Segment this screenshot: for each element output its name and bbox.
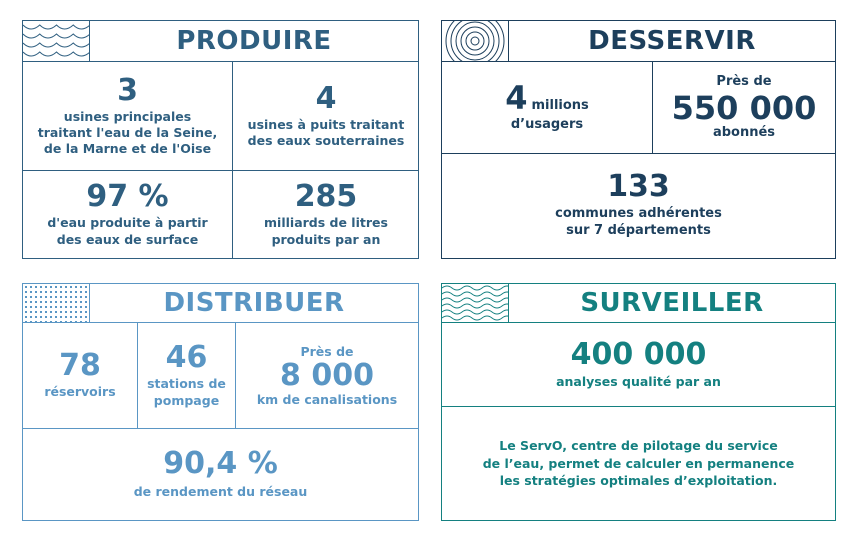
distribuer-header <box>23 284 418 323</box>
stat-value: 3 <box>117 72 138 108</box>
stat-label: de rendement du réseau <box>133 484 308 500</box>
distribuer-title: DISTRIBUER <box>163 288 345 318</box>
stat-label: stations de pompage <box>147 376 226 408</box>
desservir-header <box>442 21 835 62</box>
stat-usines-principales <box>23 63 232 170</box>
stat-value: 8 000 <box>280 358 374 393</box>
surveiller-title: SURVEILLER <box>580 288 764 318</box>
stat-label: d’usagers <box>510 117 584 132</box>
dot-grid-icon <box>23 284 90 322</box>
distribuer-card <box>22 283 419 521</box>
stat-abonnes <box>653 63 835 153</box>
stat-label: milliards de litres produits par an <box>264 215 388 247</box>
stat-value: 133 <box>607 169 670 205</box>
stat-label: abonnés <box>712 125 776 140</box>
stat-label: usines à puits traitant des eaux souterraines <box>247 116 405 148</box>
stat-value: 4 <box>315 80 337 116</box>
wavy-lines-icon <box>442 284 509 322</box>
stat-value: 78 <box>59 348 101 384</box>
surveiller-card <box>441 283 836 521</box>
produire-header <box>23 21 418 62</box>
stat-rendement <box>23 429 418 521</box>
stat-value: 90,4 % <box>163 446 278 482</box>
stat-reservoirs <box>23 324 137 428</box>
stat-value: 285 <box>294 179 358 215</box>
stat-prefix: Près de <box>716 74 772 90</box>
stat-label: d'eau produite à partir des eaux de surface <box>47 215 208 247</box>
stat-eau-surface <box>23 171 232 259</box>
stat-label: usines principales traitant l'eau de la Seine, de la Marne et de l'Oise <box>37 108 218 157</box>
stat-label: km de canalisations <box>256 392 398 407</box>
surveiller-header <box>442 284 835 323</box>
stat-label: communes adhérentes sur 7 départements <box>555 206 722 238</box>
stat-value: 400 000 <box>570 336 707 372</box>
desservir-title: DESSERVIR <box>588 26 756 56</box>
stat-canalisations <box>236 324 418 428</box>
desservir-card <box>441 20 836 259</box>
stat-communes <box>442 154 835 258</box>
stat-label: analyses qualité par an <box>556 373 721 389</box>
stat-usagers <box>442 63 652 153</box>
stat-value: 4 <box>505 79 528 118</box>
stat-stations-pompage <box>138 324 235 428</box>
stat-value: 46 <box>165 340 208 376</box>
stat-value: 550 000 <box>671 89 817 127</box>
stat-label: réservoirs <box>44 384 116 400</box>
waves-scallop-icon <box>23 21 90 61</box>
concentric-circles-icon <box>442 21 509 61</box>
stat-prefix: Près de <box>300 343 354 359</box>
produire-card <box>22 20 419 259</box>
stat-value: 97 % <box>86 179 169 215</box>
servo-description: Le ServO, centre de pilotage du service de l’eau, permet de calculer en permanence les stratégies optimales d’exploitation. <box>482 438 795 489</box>
stat-analyses <box>442 324 835 406</box>
stat-usines-puits <box>233 63 419 170</box>
produire-title: PRODUIRE <box>176 26 332 56</box>
stat-milliards-litres <box>233 171 419 259</box>
stat-unit: millions <box>531 98 589 114</box>
